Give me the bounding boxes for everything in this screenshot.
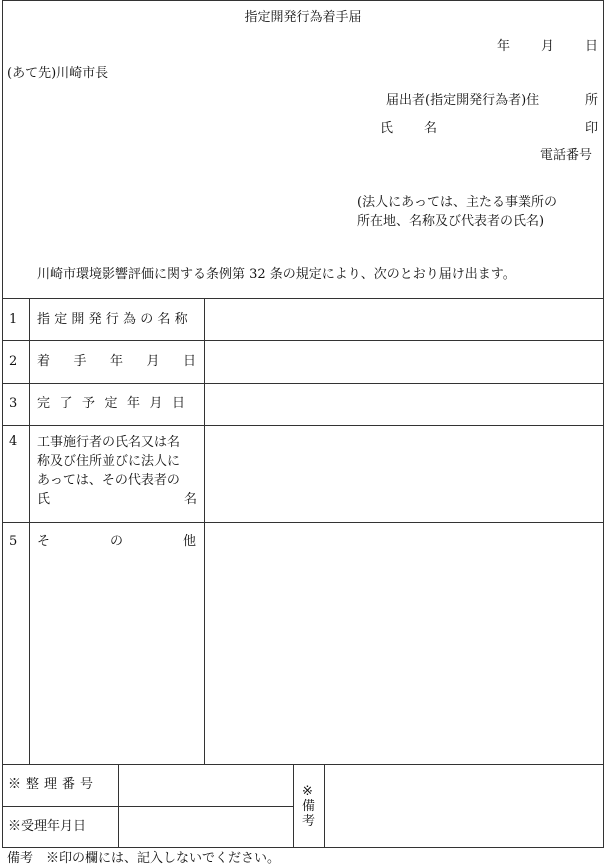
table-rule [2,522,604,523]
table-rule [2,764,604,765]
row-number: 1 [9,312,18,327]
applicant-address-suffix: 所 [585,93,599,108]
contractor-label-char: 氏 [37,492,51,507]
admin-col-rule [118,764,119,848]
row-label-text: 指定開発行為の名称 [37,312,192,327]
row-label-other: その他 [37,534,257,549]
contractor-label-line [37,490,197,509]
admin-col-rule [293,764,294,848]
statement: 川崎市環境影響評価に関する条例第 32 条の規定により、次のとおり届け出ます。 [37,267,516,282]
remarks-char: 備 [302,799,316,814]
addressee: (あて先)川崎市長 [7,66,109,81]
contractor-label-line: 称及び住所並びに法人に [37,454,181,469]
footer-note: 備考 ※印の欄には、記入しないでください。 [7,851,281,866]
row-number: 4 [9,434,18,449]
table-col-rule [29,298,30,764]
row-label-completion-date: 完了予定年月日 [37,396,195,411]
table-rule [2,340,604,341]
form-frame [2,0,604,848]
row-label-development-name [37,312,197,328]
corp-note-line2: 所在地、名称及び代表者の氏名) [357,214,545,229]
table-rule [2,298,604,299]
date-year: 年 [497,39,511,54]
corp-note-line1: (法人にあっては、主たる事業所の [357,195,557,210]
table-rule [2,383,604,384]
contractor-label-line: 工事施行者の氏名又は名 [37,435,181,450]
contractor-label-char: 名 [183,492,197,507]
applicant-label: 届出者(指定開発行為者)住 [386,93,540,108]
admin-rule [2,806,293,807]
table-rule [2,425,604,426]
contractor-label-line: あっては、その代表者の [37,473,180,488]
seal-mark: 印 [585,121,599,136]
name-label-2: 名 [424,121,438,136]
date-day: 日 [585,39,599,54]
row-label-contractor [37,433,201,509]
receipt-date-label: ※受理年月日 [8,819,87,834]
reg-number-label: ※整理番号 [8,777,99,792]
name-label-1: 氏 [380,121,394,136]
row-label-start-date: 着手年月日 [37,354,220,369]
remarks-mark: ※ [302,784,313,799]
row-number: 5 [9,534,18,549]
row-number: 3 [9,396,18,411]
date-month: 月 [541,39,555,54]
row-number: 2 [9,354,18,369]
remarks-char: 考 [302,814,316,829]
form-title: 指定開発行為着手届 [244,10,362,25]
admin-col-rule [324,764,325,848]
phone-label: 電話番号 [540,148,593,163]
